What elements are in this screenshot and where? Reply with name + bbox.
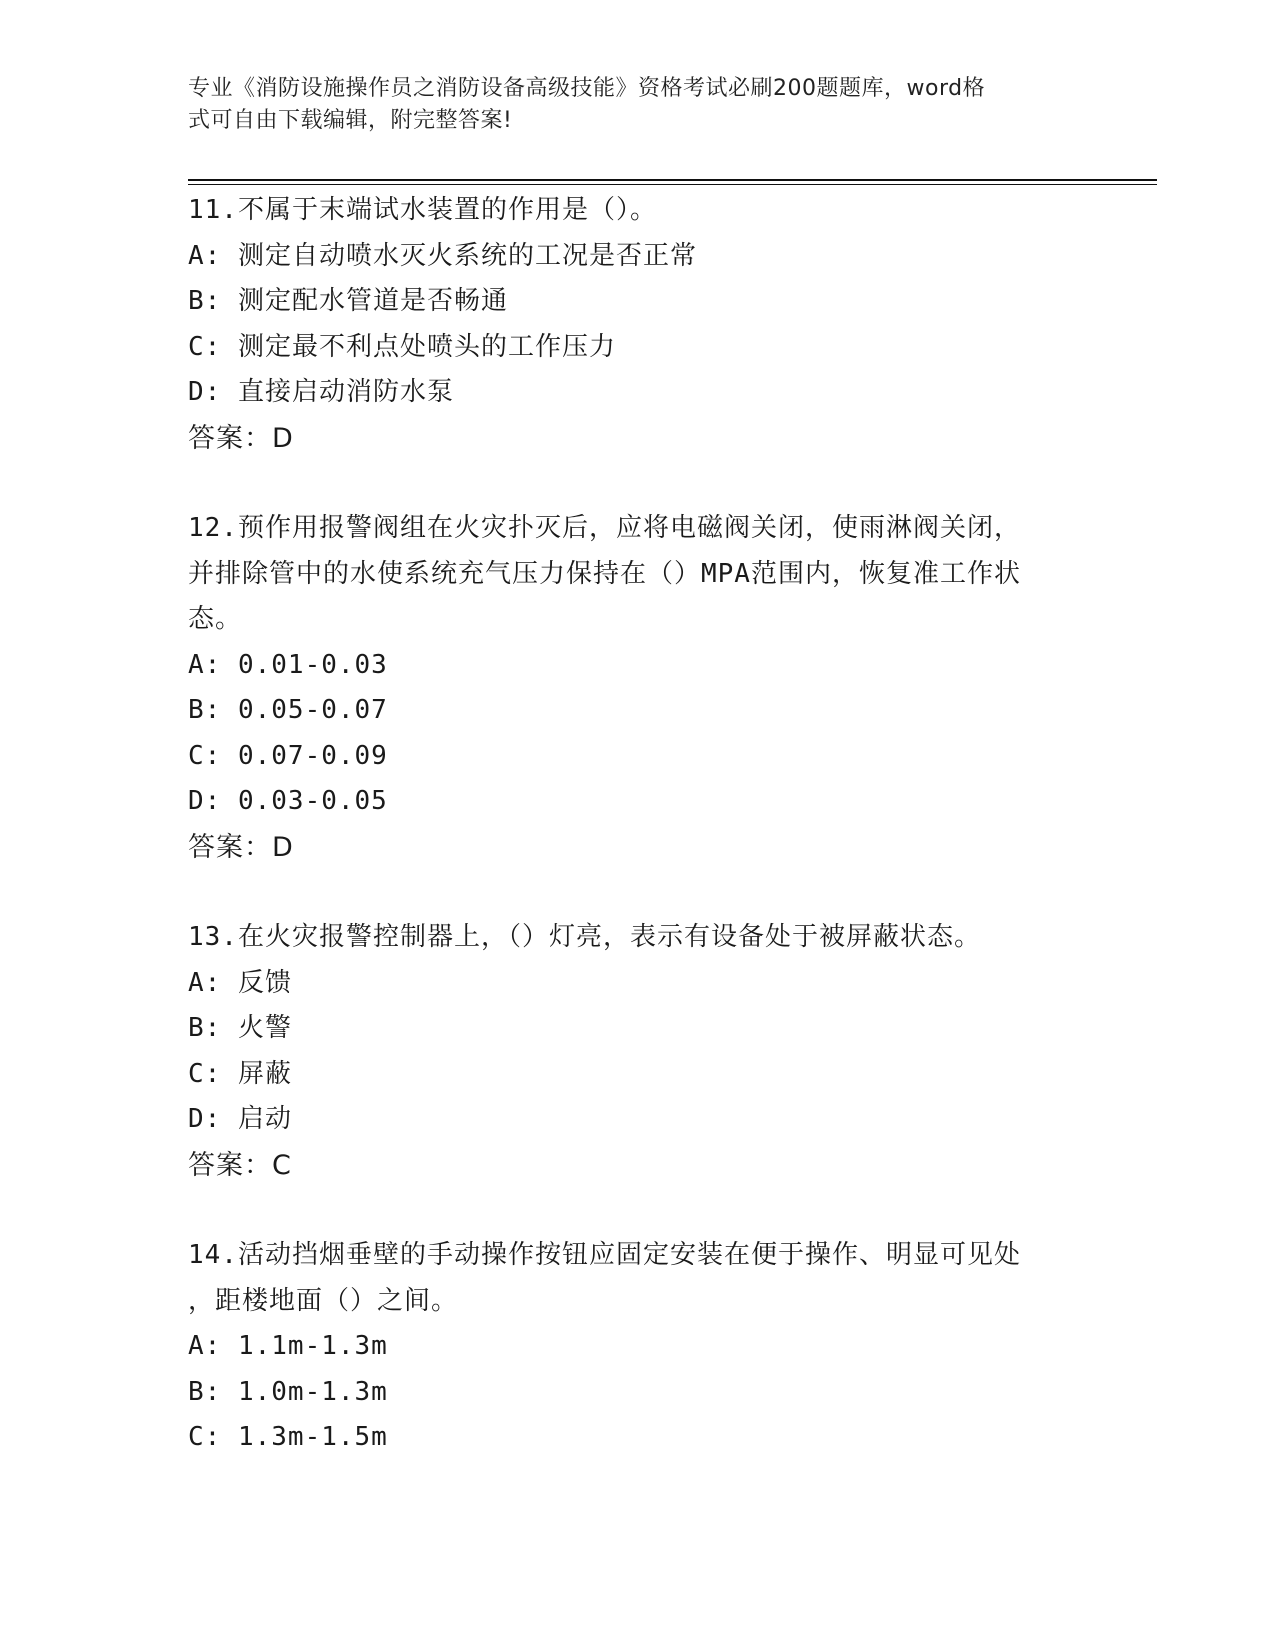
header-divider-thin (188, 184, 1157, 185)
question-stem: 14.活动挡烟垂壁的手动操作按钮应固定安装在便于操作、明显可见处 (188, 1240, 1021, 1270)
option-c: C: 屏蔽 (188, 1058, 292, 1089)
question-12 (188, 506, 1118, 870)
question-stem: 态。 (188, 604, 243, 634)
option-d: D: 启动 (188, 1104, 292, 1134)
document-header (188, 73, 1068, 137)
question-14 (188, 1233, 1118, 1461)
question-11 (188, 188, 1118, 461)
answer-line: 答案：D (188, 422, 294, 454)
question-stem: 12.预作用报警阀组在火灾扑灭后，应将电磁阀关闭，使雨淋阀关闭， (188, 513, 1021, 543)
option-a: A: 1.1m-1.3m (188, 1331, 388, 1361)
option-c: C: 0.07-0.09 (188, 740, 388, 771)
header-line-1: 专业《消防设施操作员之消防设备高级技能》资格考试必刷200题题库，word格 (188, 76, 986, 101)
option-b: B: 1.0m-1.3m (188, 1376, 388, 1407)
option-b: B: 0.05-0.07 (188, 695, 388, 725)
option-a: A: 测定自动喷水灭火系统的工况是否正常 (188, 240, 697, 271)
option-c: C: 1.3m-1.5m (188, 1422, 388, 1452)
header-divider-thick (188, 179, 1157, 181)
answer-line: 答案：D (188, 831, 294, 863)
option-a: A: 0.01-0.03 (188, 649, 388, 680)
question-stem: 11.不属于末端试水装置的作用是（）。 (188, 195, 657, 225)
option-b: B: 火警 (188, 1013, 292, 1043)
question-stem: 13.在火灾报警控制器上，（）灯亮，表示有设备处于被屏蔽状态。 (188, 922, 981, 952)
option-d: D: 直接启动消防水泵 (188, 377, 454, 407)
question-stem: 并排除管中的水使系统充气压力保持在（）MPA范围内，恢复准工作状 (188, 558, 1021, 589)
option-d: D: 0.03-0.05 (188, 786, 388, 816)
option-a: A: 反馈 (188, 967, 292, 998)
answer-line: 答案：C (188, 1149, 292, 1181)
option-b: B: 测定配水管道是否畅通 (188, 286, 508, 316)
question-list (188, 188, 1118, 1461)
question-13 (188, 915, 1118, 1188)
header-line-2: 式可自由下载编辑，附完整答案! (188, 108, 513, 133)
option-c: C: 测定最不利点处喷头的工作压力 (188, 331, 616, 362)
question-stem: ，距楼地面（）之间。 (188, 1285, 459, 1316)
